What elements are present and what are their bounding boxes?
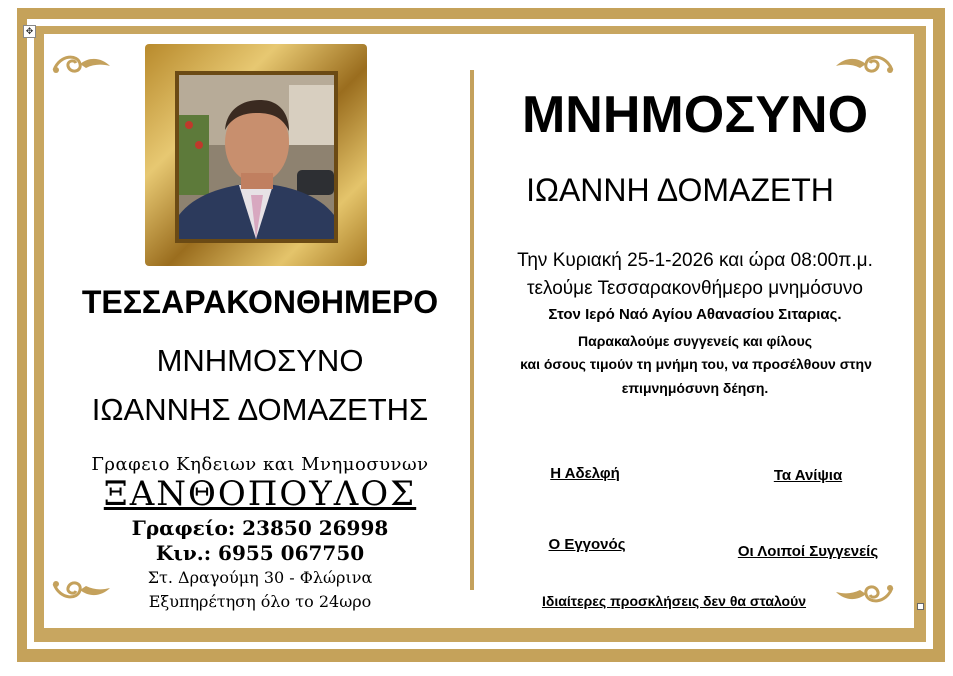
left-title-line1: ΤΕΣΣΑΡΑΚΟΝΘΗΜΕΡΟ	[81, 284, 439, 320]
announcement-line3: Στον Ιερό Ναό Αγίου Αθανασίου Σιταριας.	[548, 306, 842, 323]
deceased-name: ΙΩΑΝΝΗ ΔΟΜΑΖΕΤΗ	[526, 172, 834, 208]
announcement-line1: Την Κυριακή 25-1-2026 και ώρα 08:00π.μ.	[517, 250, 873, 271]
announcement-line2: τελούμε Τεσσαρακονθήμερο μνημόσυνο	[527, 278, 863, 299]
announcement-line5: και όσους τιμούν τη μνήμη του, να προσέλθουν στην	[520, 356, 872, 372]
mobile-phone: Κιν.: 6955 067750	[155, 541, 365, 565]
left-title-line2: ΜΝΗΜΟΣΥΝΟ	[156, 343, 364, 378]
portrait-photo	[179, 75, 334, 239]
ornament-icon	[832, 50, 896, 76]
family-nephews: Τα Ανίψια	[773, 467, 843, 484]
agency-heading: Γραφειο Κηδειων και Μνημοσυνων	[91, 454, 429, 475]
left-title-line3: ΙΩΑΝΝΗΣ ΔΟΜΑΖΕΤΗΣ	[91, 392, 429, 427]
agency-address: Στ. Δραγούμη 30 - Φλώρινα	[147, 568, 373, 587]
portrait-frame	[145, 44, 367, 266]
office-phone: Γραφείο: 23850 26998	[131, 516, 389, 540]
family-others: Οι Λοιποί Συγγενείς	[737, 543, 879, 560]
service-hours: Εξυπηρέτηση όλο το 24ωρο	[148, 592, 372, 611]
column-divider	[470, 70, 474, 590]
ornament-icon	[50, 50, 114, 76]
right-heading: ΜΝΗΜΟΣΥΝΟ	[521, 86, 869, 144]
family-sister: Η Αδελφή	[550, 465, 620, 482]
announcement-line6: επιμνημόσυνη δέηση.	[621, 380, 769, 396]
announcement-line4: Παρακαλούμε συγγενείς και φίλους	[577, 333, 812, 349]
resize-handle-icon[interactable]	[917, 603, 924, 610]
agency-name: ΞΑΝΘΟΠΟΥΛΟΣ	[103, 474, 417, 514]
footer-note: Ιδιαίτερες προσκλήσεις δεν θα σταλούν	[541, 593, 807, 609]
family-grandson: Ο Εγγονός	[548, 536, 626, 553]
move-handle-icon[interactable]: ✥	[23, 25, 36, 38]
